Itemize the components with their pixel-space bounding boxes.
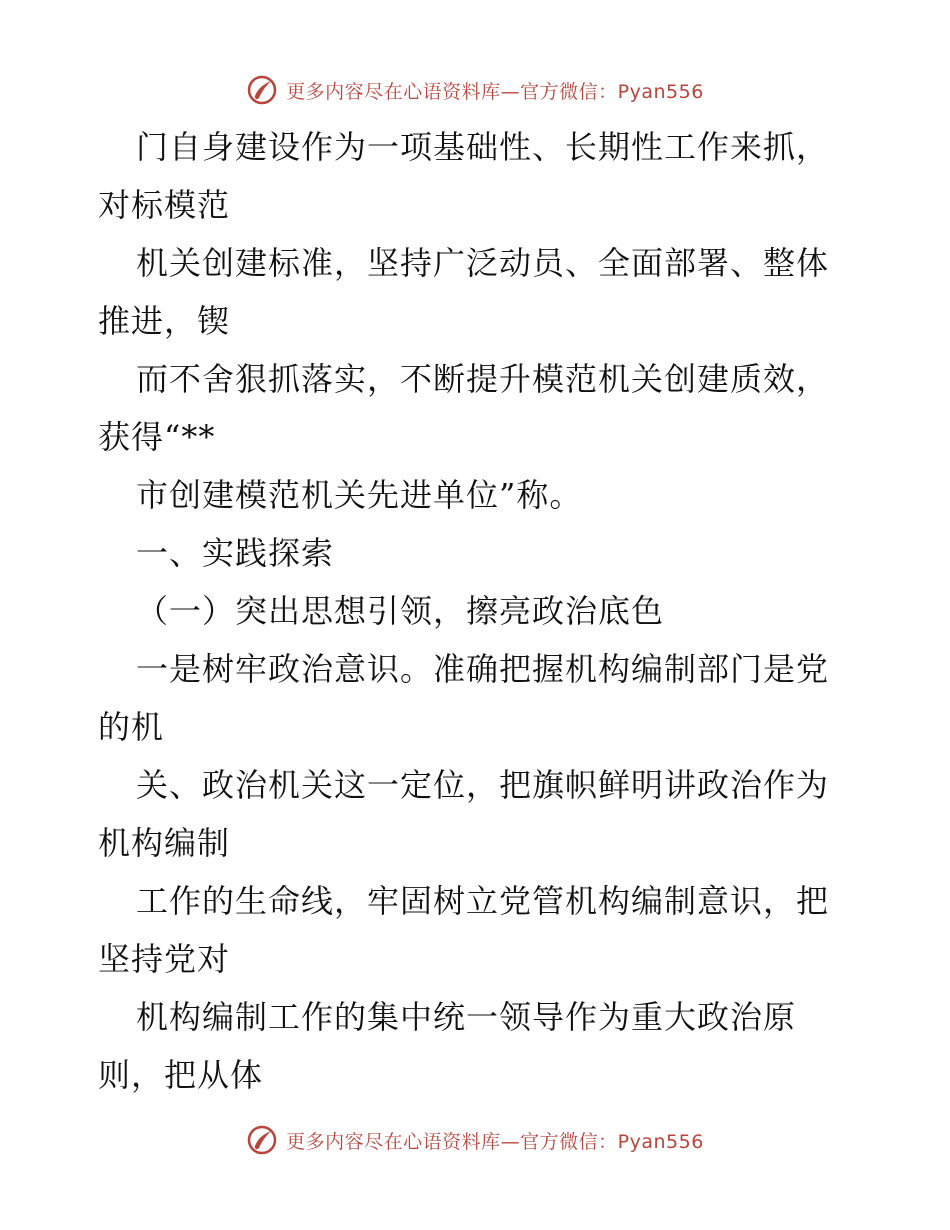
body-line: 推进，锲 bbox=[98, 302, 231, 340]
body-line: 坚持党对 bbox=[98, 940, 231, 978]
watermark-text: 更多内容尽在心语资料库—官方微信：Pyan556 bbox=[286, 1130, 704, 1153]
body-line: 获得“** bbox=[98, 418, 216, 456]
subsection-heading: （一）突出思想引领，擦亮政治底色 bbox=[136, 592, 665, 630]
body-line: 机构编制工作的集中统一领导作为重大政治原 bbox=[136, 998, 797, 1036]
footer-watermark bbox=[0, 1120, 950, 1160]
flame-brush-logo-icon bbox=[246, 1124, 278, 1156]
body-line: 的机 bbox=[98, 708, 165, 746]
body-line: 机构编制 bbox=[98, 824, 231, 862]
document-body bbox=[98, 118, 858, 1104]
body-line: 一是树牢政治意识。准确把握机构编制部门是党 bbox=[136, 650, 830, 688]
body-line: 工作的生命线，牢固树立党管机构编制意识，把 bbox=[136, 882, 830, 920]
watermark-text: 更多内容尽在心语资料库—官方微信：Pyan556 bbox=[286, 80, 704, 103]
body-line: 而不舍狠抓落实，不断提升模范机关创建质效， bbox=[136, 360, 830, 398]
header-watermark bbox=[0, 70, 950, 110]
body-line: 关、政治机关这一定位，把旗帜鲜明讲政治作为 bbox=[136, 766, 830, 804]
section-heading: 一、实践探索 bbox=[136, 534, 335, 572]
body-line: 门自身建设作为一项基础性、长期性工作来抓， bbox=[136, 128, 830, 166]
flame-brush-logo-icon bbox=[246, 74, 278, 106]
body-line: 则，把从体 bbox=[98, 1056, 264, 1094]
body-line: 机关创建标准，坚持广泛动员、全面部署、整体 bbox=[136, 244, 830, 282]
body-line: 对标模范 bbox=[98, 186, 231, 224]
body-line: 市创建模范机关先进单位”称。 bbox=[136, 476, 583, 514]
